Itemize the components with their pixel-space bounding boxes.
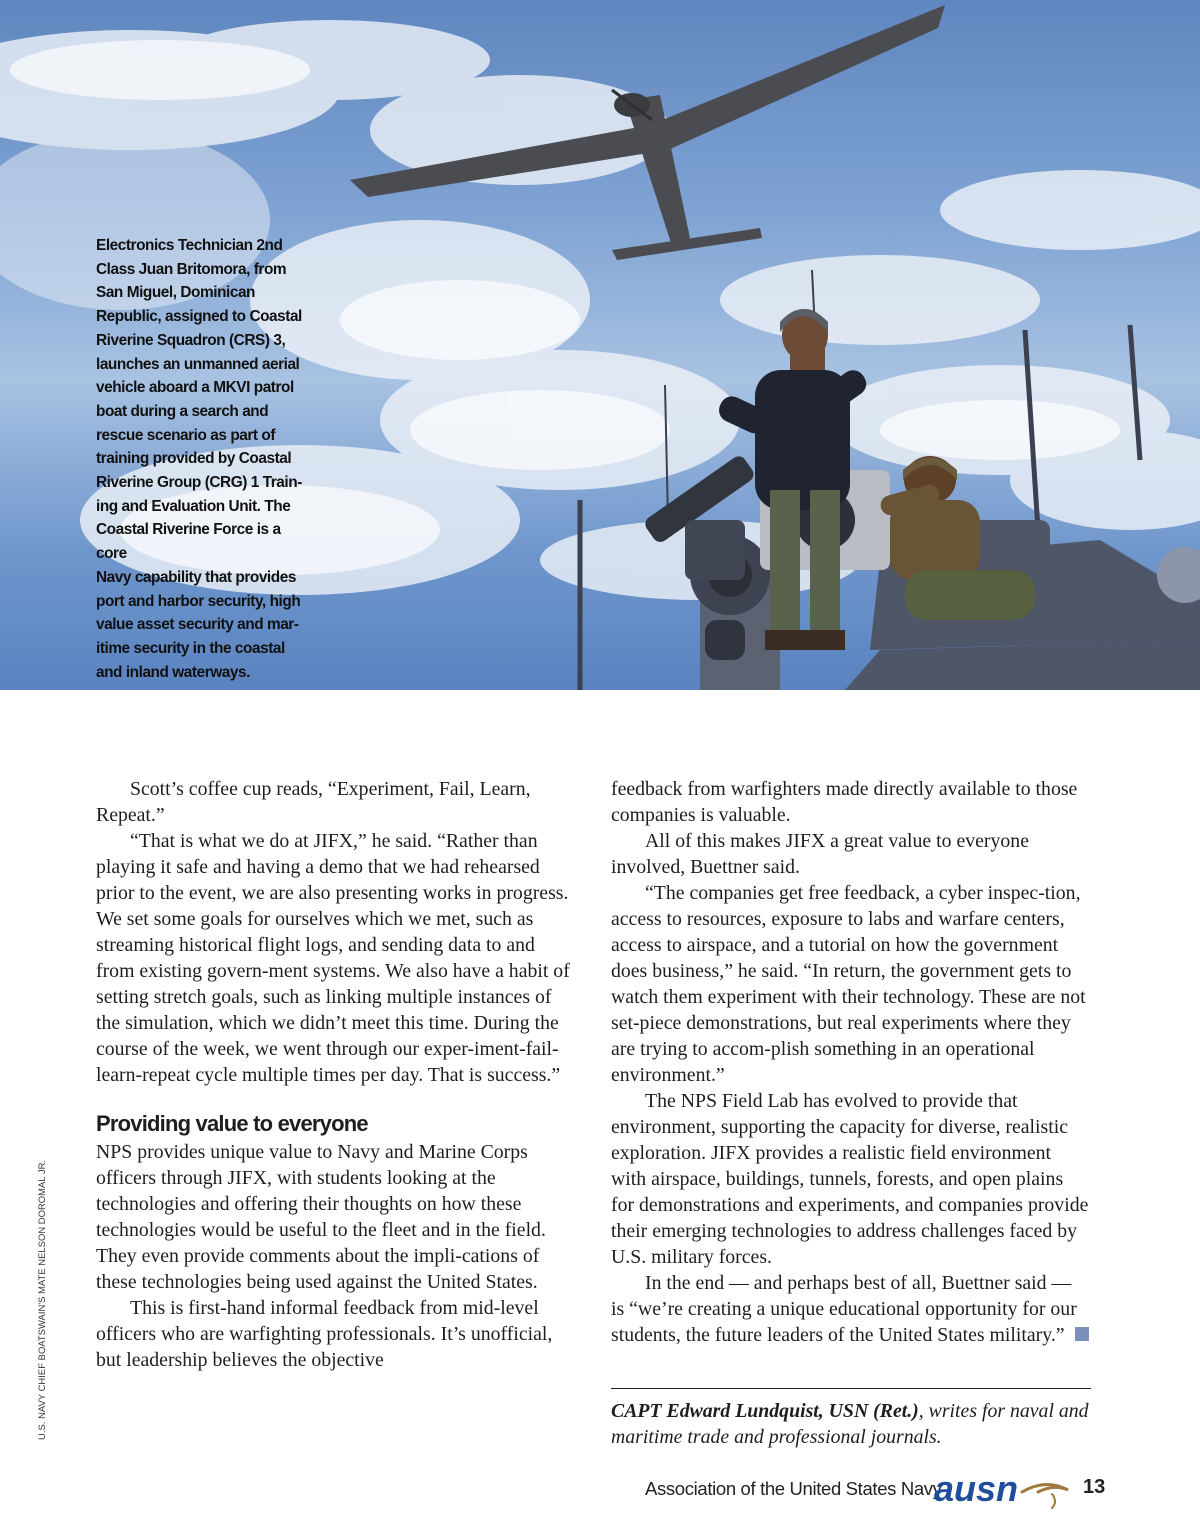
footer-organization: Association of the United States Navy (645, 1478, 942, 1499)
article-column-left (96, 776, 574, 1373)
photo-caption: Electronics Technician 2nd Class Juan Britomora, from San Miguel, Dominican Republic, assigned to Coastal Riverine Squadron (CRS) 3, launches an unmanned aerial vehicle aboard a MKVI patrol boat during a search and rescue scenario as part of training provided by Coastal Riverine Group (CRG) 1 Train- ing and Evaluation Unit. The Coastal Riverine Force is a core Navy capability that provides port and harbor security, high value asset security and mar- itime security in the coastal and inland waterways. (96, 237, 302, 681)
author-bio (611, 1398, 1097, 1450)
paragraph: NPS provides unique value to Navy and Marine Corps officers through JIFX, with students looking at the technologies and offering their thoughts on how these technologies would be useful to the fleet and in the field. They even provide comments about the impli-cations of these technologies being used against the United States. (96, 1141, 546, 1293)
ausn-logo (934, 1470, 1074, 1510)
paragraph-text: In the end — and perhaps best of all, Buettner said — is “we’re creating a unique educational opportunity for our students, the future leaders of the United States military.” (611, 1272, 1077, 1346)
ausn-logo-text: ausn (934, 1470, 1019, 1509)
article-column-right (611, 776, 1089, 1348)
photo-credit: U.S. NAVY CHIEF BOATSWAIN'S MATE NELSON DOROMAL JR. (36, 1159, 47, 1440)
bio-divider (611, 1388, 1091, 1389)
paragraph: Scott’s coffee cup reads, “Experiment, Fail, Learn, Repeat.” (96, 778, 531, 826)
hero-photo (0, 0, 1200, 690)
author-bio-text: , writes for naval and maritime trade and professional journals. (611, 1400, 1089, 1448)
page-number: 13 (1083, 1476, 1106, 1498)
end-of-article-mark (1075, 1327, 1089, 1341)
paragraph: feedback from warfighters made directly available to those companies is valuable. (611, 778, 1078, 826)
paragraph: “The companies get free feedback, a cyber inspec-tion, access to resources, exposure to labs and warfare centers, access to airspace, and a tutorial on how the government does business,” he said. “In return, the government gets to watch them experiment with their technology. These are not set-piece demonstrations, but real experiments where they are trying to accom-plish something in an operational environment.” (611, 882, 1086, 1086)
final-paragraph (611, 1270, 1089, 1348)
section-heading: Providing value to everyone (96, 1111, 368, 1136)
author-name: CAPT Edward Lundquist, USN (Ret.) (611, 1400, 919, 1422)
paragraph: “That is what we do at JIFX,” he said. “Rather than playing it safe and having a demo that we had rehearsed prior to the event, we are also presenting works in progress. We set some goals for ourselves which we met, such as streaming historical flight logs, and sending data to and from existing govern-ment systems. We also have a habit of setting stretch goals, such as linking multiple instances of the simulation, which we didn’t meet this time. During the course of the week, we went through our exper-iment-fail-learn-repeat cycle multiple times per day. That is success.” (96, 830, 570, 1086)
paragraph: All of this makes JIFX a great value to everyone involved, Buettner said. (611, 830, 1029, 878)
paragraph: This is first-hand informal feedback from mid-level officers who are warfighting professionals. It’s unofficial, but leadership believes the objective (96, 1297, 553, 1371)
paragraph: The NPS Field Lab has evolved to provide that environment, supporting the capacity for diverse, realistic exploration. JIFX provides a realistic field environment with airspace, buildings, tunnels, forests, and open plains for demonstrations and experiments, and companies provide their emerging technologies to address challenges faced by U.S. military forces. (611, 1090, 1089, 1268)
